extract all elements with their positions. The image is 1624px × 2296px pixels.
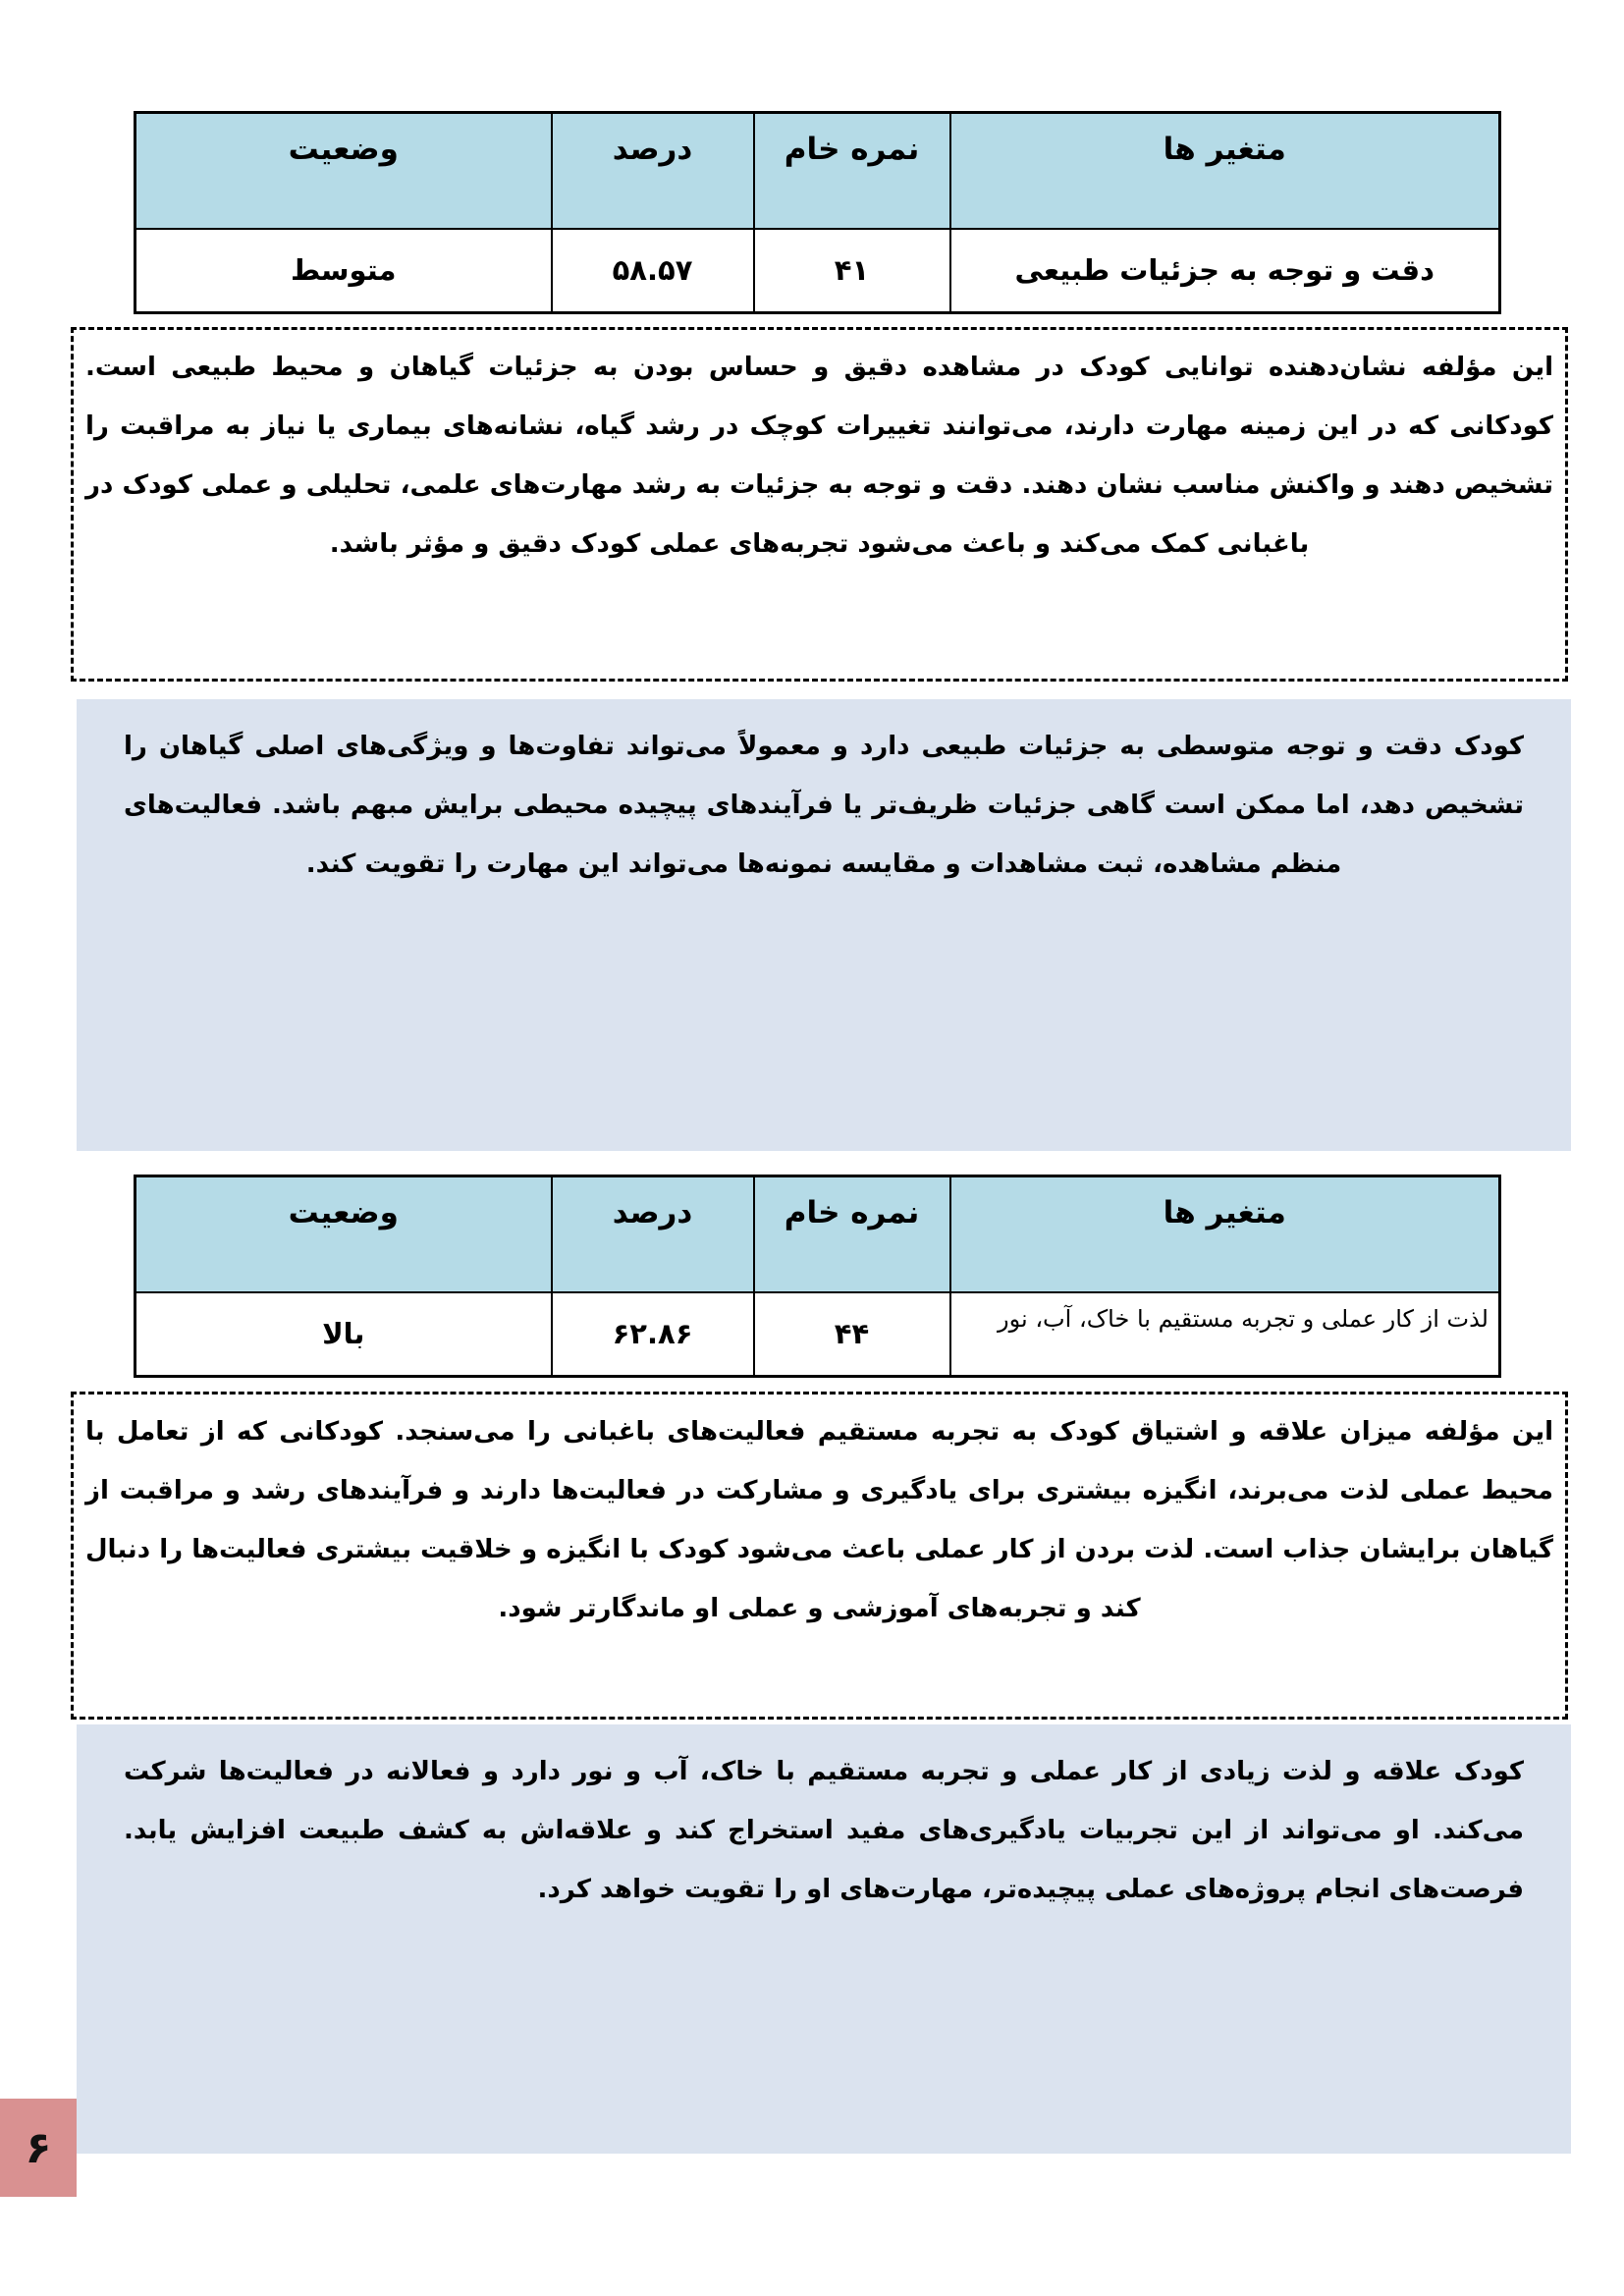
score-table-1 xyxy=(134,111,1501,314)
col-header-variables: متغیر ها xyxy=(950,1176,1500,1292)
table-row xyxy=(135,229,1500,313)
col-header-variables: متغیر ها xyxy=(950,113,1500,229)
status-value-1: متوسط xyxy=(135,229,552,313)
score-table-2 xyxy=(134,1175,1501,1378)
description-box-1: این مؤلفه نشان‌دهنده توانایی کودک در مشاهده دقیق و حساس بودن به جزئیات گیاهان و محیط طبیعی است. کودکانی که در این زمینه مهارت دارند، می‌توانند تغییرات کوچک در رشد گیاه، نشانه‌های بیماری یا نیاز به مراقبت را تشخیص دهند و واکنش مناسب نشان دهند. دقت و توجه به جزئیات به رشد مهارت‌های علمی، تحلیلی و عملی کودک در باغبانی کمک می‌کند و باعث می‌شود تجربه‌های عملی کودک دقیق و مؤثر باشد. xyxy=(71,327,1568,682)
col-header-percent: درصد xyxy=(552,1176,754,1292)
table-row xyxy=(135,1292,1500,1377)
raw-score-value-1: ۴۱ xyxy=(754,229,950,313)
description-box-2: این مؤلفه میزان علاقه و اشتیاق کودک به تجربه مستقیم فعالیت‌های باغبانی را می‌سنجد. کودکانی که از تعامل با محیط عملی لذت می‌برند، انگیزه بیشتری برای یادگیری و مشارکت در فعالیت‌ها دارند و فرآیندهای رشد و مراقبت از گیاهان برایشان جذاب است. لذت بردن از کار عملی باعث می‌شود کودک با انگیزه و خلاقیت بیشتری فعالیت‌ها را دنبال کند و تجربه‌های آموزشی و عملی او ماندگارتر شود. xyxy=(71,1392,1568,1720)
interpretation-box-1: کودک دقت و توجه متوسطی به جزئیات طبیعی دارد و معمولاً می‌تواند تفاوت‌ها و ویژگی‌های اصلی گیاهان را تشخیص دهد، اما ممکن است گاهی جزئیات ظریف‌تر یا فرآیندهای پیچیده محیطی برایش مبهم باشد. فعالیت‌های منظم مشاهده، ثبت مشاهدات و مقایسه نمونه‌ها می‌تواند این مهارت را تقویت کند. xyxy=(77,699,1571,1151)
variable-name-2: لذت از کار عملی و تجربه مستقیم با خاک، آب، نور xyxy=(950,1292,1500,1377)
col-header-raw-score: نمره خام xyxy=(754,1176,950,1292)
col-header-status: وضعیت xyxy=(135,113,552,229)
interpretation-box-2: کودک علاقه و لذت زیادی از کار عملی و تجربه مستقیم با خاک، آب و نور دارد و فعالانه در فعالیت‌ها شرکت می‌کند. او می‌تواند از این تجربیات یادگیری‌های مفید استخراج کند و علاقه‌اش به کشف طبیعت افزایش یابد. فرصت‌های انجام پروژه‌های عملی پیچیده‌تر، مهارت‌های او را تقویت خواهد کرد. xyxy=(77,1724,1571,2154)
table-header-row xyxy=(135,113,1500,229)
raw-score-value-2: ۴۴ xyxy=(754,1292,950,1377)
col-header-percent: درصد xyxy=(552,113,754,229)
percent-value-2: ۶۲.۸۶ xyxy=(552,1292,754,1377)
percent-value-1: ۵۸.۵۷ xyxy=(552,229,754,313)
status-value-2: بالا xyxy=(135,1292,552,1377)
col-header-status: وضعیت xyxy=(135,1176,552,1292)
table-header-row xyxy=(135,1176,1500,1292)
col-header-raw-score: نمره خام xyxy=(754,113,950,229)
variable-name-1: دقت و توجه به جزئیات طبیعی xyxy=(950,229,1500,313)
page-number-badge: ۶ xyxy=(0,2099,77,2197)
